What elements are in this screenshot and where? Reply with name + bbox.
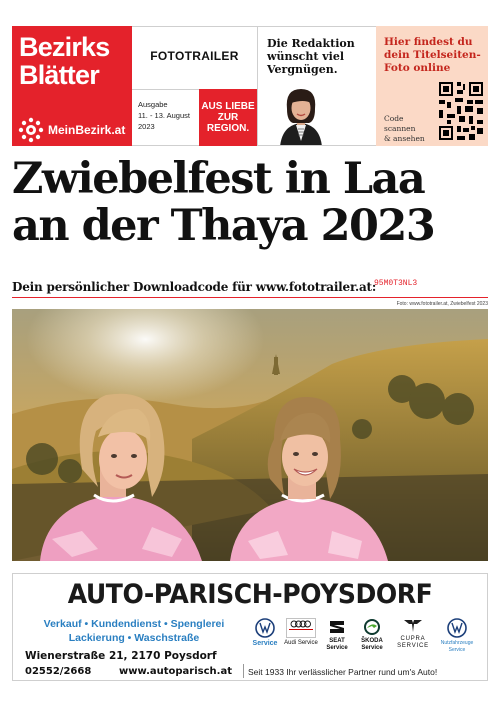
issue-label: Ausgabe (138, 100, 168, 109)
ad-address: Wienerstraße 21, 2170 Poysdorf (25, 650, 217, 662)
ad-services (25, 617, 243, 645)
auto-parisch-ad[interactable] (12, 573, 488, 681)
cover-photo-image (12, 309, 488, 561)
brand-skoda (355, 618, 389, 652)
page-title (12, 156, 488, 250)
logo-line1: Bezirks (19, 32, 110, 62)
qr-title: Hier findest du dein Titelseiten-Foto online (384, 36, 481, 74)
masthead (12, 26, 488, 146)
ad-services-line1: Verkauf • Kundendienst • Spenglerei (43, 618, 225, 630)
meinbezirk-sun-icon (18, 117, 44, 143)
qr-hint-line2: scannen (384, 124, 416, 133)
brand-seat (319, 618, 355, 652)
editor-message: Die Redaktion wünscht viel Vergnügen. (267, 37, 355, 76)
qr-code-icon[interactable] (439, 82, 483, 140)
skoda-logo-icon (363, 618, 381, 636)
product-box (132, 26, 258, 146)
brand-skoda-label: ŠKODA Service (361, 638, 383, 651)
logo-sub (18, 117, 125, 143)
logo-line2: Blätter (19, 60, 99, 90)
headline-line2: an der Thaya 2023 (12, 201, 435, 251)
editor-portrait-image (268, 85, 334, 146)
brand-audi (283, 618, 319, 647)
brand-cupra (391, 618, 435, 650)
red-divider (12, 297, 488, 298)
ad-separator (243, 664, 244, 678)
region-badge: AUS LIEBE ZUR REGION. (199, 89, 257, 146)
ad-services-line2: Lackierung • Waschstraße (68, 632, 200, 644)
brand-vw-commercial (437, 618, 477, 654)
vw-logo-icon (255, 618, 275, 638)
download-code[interactable]: 95M0T3NL3 (374, 279, 418, 288)
qr-box (376, 26, 488, 146)
brand-vw (247, 618, 283, 648)
issue-year: 2023 (138, 122, 155, 131)
cover-photo (12, 309, 488, 561)
qr-hint-line3: & ansehen (384, 134, 425, 143)
audi-rings-icon (286, 618, 316, 638)
bezirksblaetter-logo[interactable] (12, 26, 132, 146)
cupra-logo-icon (403, 618, 423, 634)
qr-hint (384, 114, 425, 144)
vw-commercial-logo-icon (447, 618, 467, 638)
brand-vw-label: Service (252, 640, 278, 647)
photo-credit: Foto: www.fototrailer.at, Zwiebelfest 2023 (396, 301, 488, 307)
ad-website-link[interactable]: www.autoparisch.at (119, 666, 232, 677)
seat-logo-icon (328, 618, 346, 636)
ad-title: AUTO-PARISCH-POYSDORF (67, 579, 433, 610)
brand-cupra-label: CUPRA SERVICE (397, 636, 429, 649)
download-instruction: Dein persönlicher Downloadcode für www.fototrailer.at: (12, 280, 377, 294)
issue-info (138, 99, 190, 132)
brand-seat-label: SEAT Service (326, 638, 348, 651)
headline-line1: Zwiebelfest in Laa (12, 154, 425, 204)
ad-phone[interactable]: 02552/2668 (25, 666, 92, 677)
issue-dates: 11. - 13. August (138, 111, 190, 120)
product-label: FOTOTRAILER (150, 49, 239, 63)
brand-audi-label: Audi Service (284, 640, 318, 646)
brand-vw-commercial-label: Nutzfahrzeuge Service (440, 640, 474, 653)
editor-box (258, 26, 382, 146)
ad-slogan: Seit 1933 Ihr verlässlicher Partner rund um's Auto! (248, 667, 438, 677)
qr-hint-line1: Code (384, 114, 404, 123)
logo-sub-text: MeinBezirk.at (48, 123, 126, 137)
